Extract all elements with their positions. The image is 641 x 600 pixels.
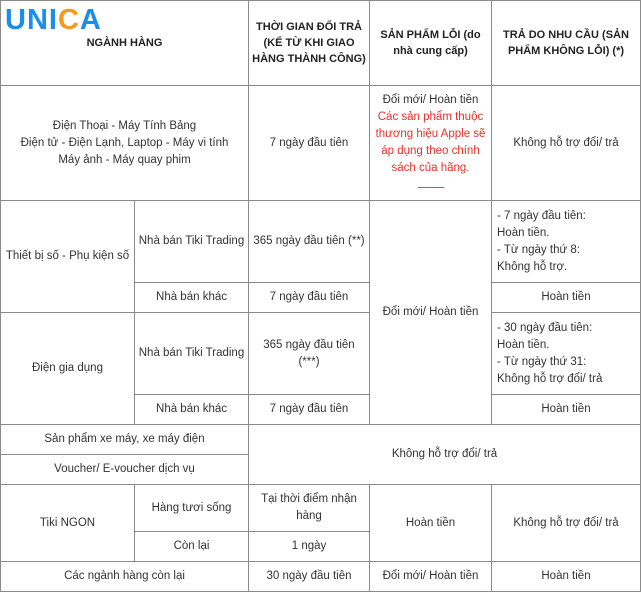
phones-time: 7 ngày đầu tiên bbox=[249, 86, 370, 201]
appliance-seller-other: Nhà bán khác bbox=[135, 395, 249, 425]
header-row bbox=[1, 1, 641, 86]
others-time: 30 ngày đầu tiên bbox=[249, 562, 370, 592]
tiki-ngon-rest-time: 1 ngày bbox=[249, 532, 370, 562]
digital-seller-tiki: Nhà bán Tiki Trading bbox=[135, 201, 249, 283]
phones-defective: Đổi mới/ Hoàn tiền Các sản phẩm thuộc thương hiệu Apple sẽ áp dụng theo chính sách của hãng. bbox=[370, 86, 492, 201]
digital-seller-other: Nhà bán khác bbox=[135, 283, 249, 313]
digital-category: Thiết bị số - Phụ kiện số bbox=[1, 201, 135, 313]
header-defective: SẢN PHẨM LỖI (do nhà cung cấp) bbox=[370, 1, 492, 86]
tiki-ngon-category: Tiki NGON bbox=[1, 485, 135, 562]
apple-note: Các sản phẩm thuộc thương hiệu Apple sẽ áp dụng theo chính sách của hãng. bbox=[375, 111, 486, 174]
tiki-ngon-rest: Còn lại bbox=[135, 532, 249, 562]
row-phones bbox=[1, 86, 641, 201]
header-by-need: TRẢ DO NHU CẦU (SẢN PHẨM KHÔNG LỖI) (*) bbox=[492, 1, 641, 86]
shared-defective: Đổi mới/ Hoàn tiền bbox=[370, 201, 492, 425]
no-support-merged: Không hỗ trợ đổi/ trả bbox=[249, 425, 641, 485]
digital-need-other: Hoàn tiền bbox=[492, 283, 641, 313]
header-return-time: THỜI GIAN ĐỔI TRẢ (KỂ TỪ KHI GIAO HÀNG THÀNH CÔNG) bbox=[249, 1, 370, 86]
others-category: Các ngành hàng còn lại bbox=[1, 562, 249, 592]
voucher-category: Voucher/ E-voucher dịch vụ bbox=[1, 455, 249, 485]
appliance-time-tiki: 365 ngày đầu tiên (***) bbox=[249, 313, 370, 395]
row-motorbike bbox=[1, 425, 641, 455]
header-category-label: NGÀNH HÀNG bbox=[86, 37, 163, 49]
appliance-need-tiki: - 30 ngày đầu tiên: Hoàn tiền. - Từ ngày thứ 31: Không hỗ trợ đổi/ trả bbox=[492, 313, 641, 395]
tiki-ngon-fresh-time: Tại thời điểm nhận hàng bbox=[249, 485, 370, 532]
tiki-ngon-defective: Hoàn tiền bbox=[370, 485, 492, 562]
tiki-ngon-need: Không hỗ trợ đổi/ trả bbox=[492, 485, 641, 562]
row-tiki-ngon-fresh bbox=[1, 485, 641, 532]
row-digital-tiki bbox=[1, 201, 641, 283]
digital-need-tiki: - 7 ngày đầu tiên: Hoàn tiền. - Từ ngày thứ 8: Không hỗ trợ. bbox=[492, 201, 641, 283]
others-defective: Đổi mới/ Hoàn tiền bbox=[370, 562, 492, 592]
others-need: Hoàn tiền bbox=[492, 562, 641, 592]
unica-logo: UNICA bbox=[5, 4, 102, 36]
appliance-seller-tiki: Nhà bán Tiki Trading bbox=[135, 313, 249, 395]
appliance-time-other: 7 ngày đầu tiên bbox=[249, 395, 370, 425]
digital-time-tiki: 365 ngày đầu tiên (**) bbox=[249, 201, 370, 283]
header-category bbox=[1, 1, 249, 86]
appliance-category: Điện gia dụng bbox=[1, 313, 135, 425]
appliance-need-other: Hoàn tiền bbox=[492, 395, 641, 425]
phones-need: Không hỗ trợ đổi/ trả bbox=[492, 86, 641, 201]
phones-category: Điện Thoại - Máy Tính Bảng Điện tử - Điện Lạnh, Laptop - Máy vi tính Máy ảnh - Máy quay phim bbox=[1, 86, 249, 201]
note-divider bbox=[373, 177, 488, 194]
digital-time-other: 7 ngày đầu tiên bbox=[249, 283, 370, 313]
row-appliance-tiki bbox=[1, 313, 641, 395]
tiki-ngon-fresh: Hàng tươi sống bbox=[135, 485, 249, 532]
motorbike-category: Sản phẩm xe máy, xe máy điện bbox=[1, 425, 249, 455]
row-others bbox=[1, 562, 641, 592]
